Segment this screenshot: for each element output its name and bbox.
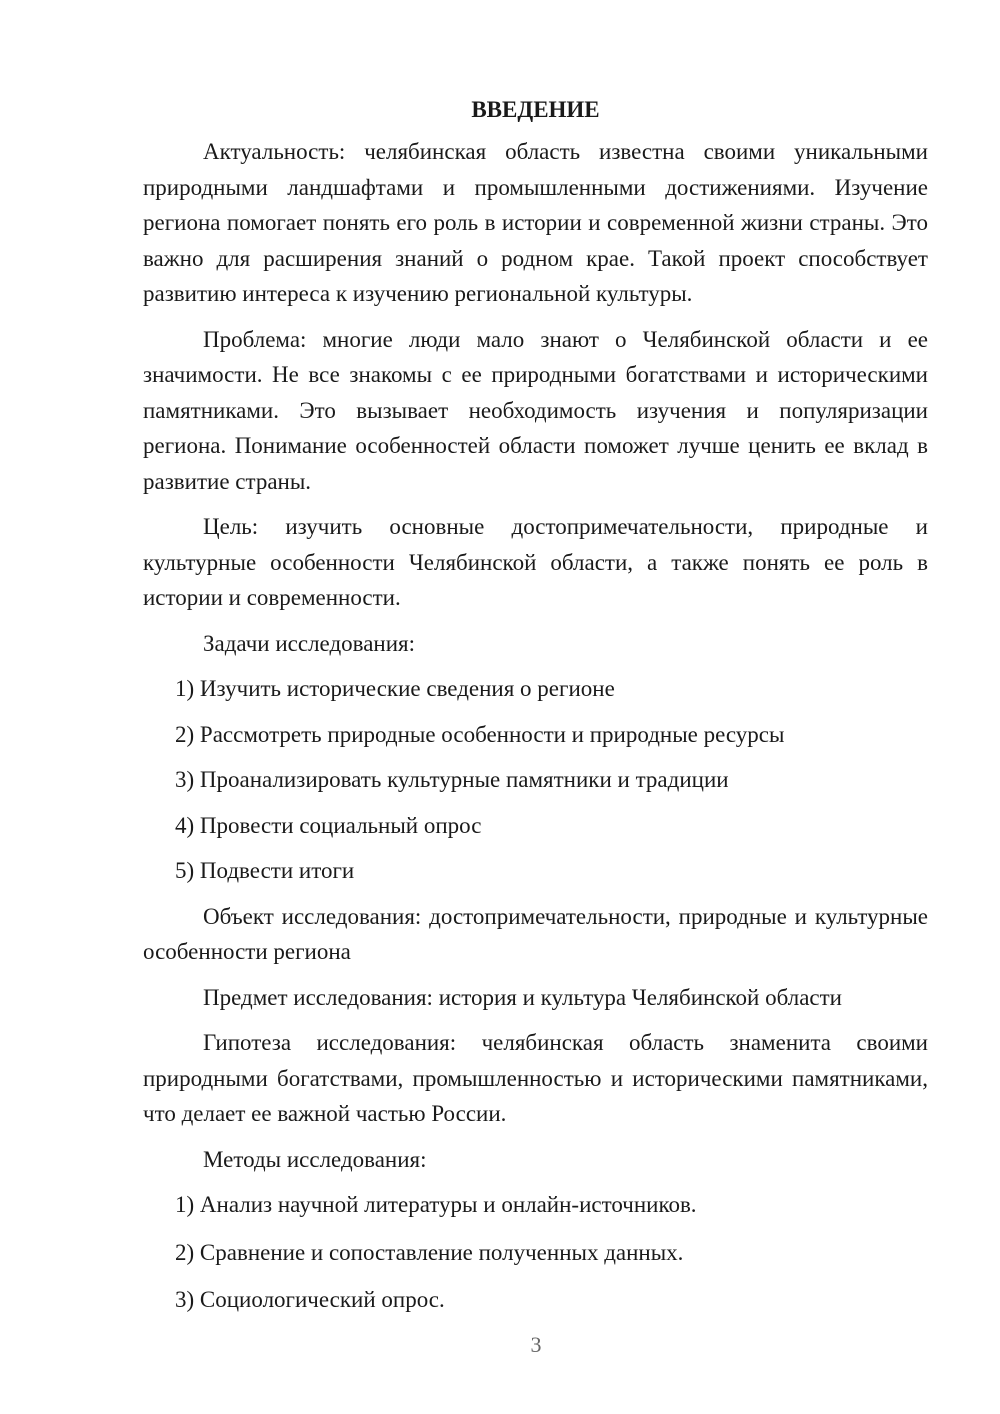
task-item: 2) Рассмотреть природные особенности и природные ресурсы [175,721,785,747]
task-item: 1) Изучить исторические сведения о регионе [175,676,615,701]
object-paragraph: Объект исследования: достопримечательности, природные и культурные особенности региона [143,903,928,964]
actuality-paragraph: Актуальность: челябинская область известна своими уникальными природными ландшафтами и промышленными достижениями. Изучение региона помогает понять его роль в истории и современной жизни страны. Это важно для расширения знаний о родном крае. Такой проект способствует развитию интереса к изучению региональной культуры. [143,139,928,306]
method-item: 3) Социологический опрос. [175,1287,445,1312]
tasks-heading: Задачи исследования: [203,630,416,656]
goal-paragraph: Цель: изучить основные достопримечательности, природные и культурные особенности Челябинской области, а также понять ее роль в истории и современности. [143,514,928,610]
problem-paragraph: Проблема: многие люди мало знают о Челябинской области и ее значимости. Не все знакомы с ее природными богатствами и историческими памятниками. Это вызывает необходимость изучения и популяризации региона. Понимание особенностей области поможет лучше ценить ее вклад в развитие страны. [143,326,928,494]
tasks-list [143,671,928,889]
page-title: ВВЕДЕНИЕ [471,97,600,122]
page-number: 3 [530,1332,542,1357]
methods-list [143,1187,928,1318]
methods-heading: Методы исследования: [203,1146,427,1172]
method-item: 1) Анализ научной литературы и онлайн-источников. [175,1192,697,1217]
task-item: 4) Провести социальный опрос [175,812,482,838]
document-page [143,92,928,1330]
hypothesis-paragraph: Гипотеза исследования: челябинская область знаменита своими природными богатствами, промышленностью и историческими памятниками, что делает ее важной частью России. [143,1030,928,1126]
subject-paragraph: Предмет исследования: история и культура Челябинской области [203,984,842,1010]
task-item: 3) Проанализировать культурные памятники и традиции [175,767,729,792]
task-item: 5) Подвести итоги [175,858,355,883]
method-item: 2) Сравнение и сопоставление полученных данных. [175,1239,684,1265]
